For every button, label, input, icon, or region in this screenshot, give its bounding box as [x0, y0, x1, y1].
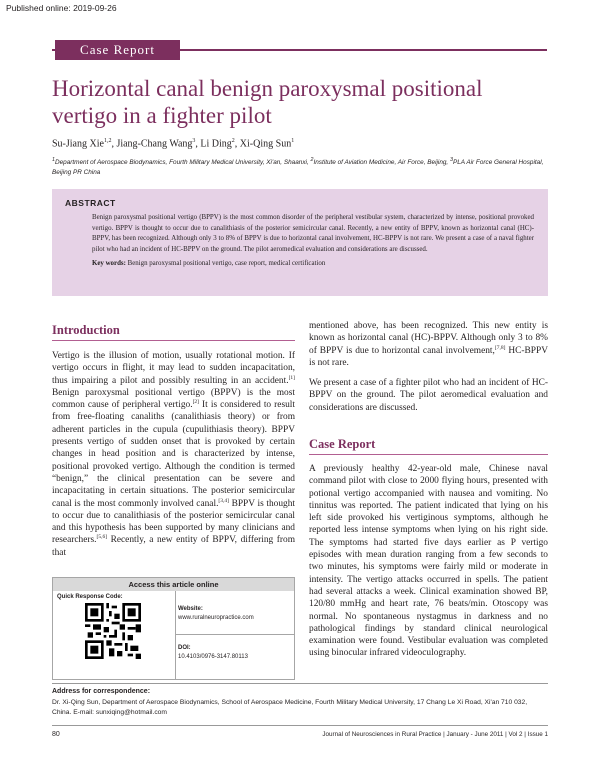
- text-run: HC-BPPV is not rare.: [309, 345, 548, 368]
- citation[interactable]: [2]: [192, 399, 199, 406]
- abstract-heading: ABSTRACT: [65, 198, 116, 208]
- access-heading: Access this article online: [53, 578, 294, 591]
- qr-label: Quick Response Code:: [57, 594, 123, 600]
- page-number: 80: [52, 731, 60, 738]
- affil-sup: 3: [449, 157, 453, 163]
- intro-column: [52, 350, 295, 567]
- doi-label: DOI:: [178, 645, 191, 651]
- author-separator: ,: [195, 138, 201, 150]
- citation[interactable]: [7,8]: [494, 344, 506, 351]
- journal-info: Journal of Neurosciences in Rural Practice | January - June 2011 | Vol 2 | Issue 1: [322, 731, 548, 738]
- affil-sup: 2: [310, 157, 314, 163]
- qr-code-icon[interactable]: [85, 603, 141, 659]
- citation[interactable]: [1]: [288, 374, 295, 381]
- right-column: [309, 320, 548, 422]
- affil-sup: 1: [52, 157, 55, 163]
- correspondence-rule: [52, 683, 548, 684]
- intro-paragraph: [52, 350, 295, 559]
- author-affil-sup: 2: [231, 138, 235, 144]
- section-label: Case Report: [55, 40, 180, 60]
- abstract-text: Benign paroxysmal positional vertigo (BPPV) is the most common disorder of the peripheral vestibular system, characterized by intense, positional provoked vertigo. BPPV is thought to occur due to canalithiasis of the posterior semicircular canal. Recently, a new entity of BPPV, known as horizontal canal (HC)-BPPV, has been recognized. Although only 3 to 8% of BPPV is due to horizontal canal involvement, HC-BPPV is not rare. We present a case of a naval fighter pilot who had an incident of HC-BPPV on the ground. The pilot aeromedical evaluation and considerations are discussed.: [92, 214, 534, 253]
- case-report-heading: Case Report: [309, 437, 376, 451]
- footer-rule: [52, 725, 548, 726]
- paragraph: We present a case of a fighter pilot who had an incident of HC-BPPV on the ground. The pilot aeromedical evaluation and considerations are discussed.: [309, 378, 548, 413]
- text-run: BPPV is thought to occur due to canalithiasis of the posterior semicircular canal and this hypothesis has been supported by many clinicians and researchers.: [52, 498, 295, 546]
- author-separator: ,: [111, 138, 117, 150]
- citation[interactable]: [5,6]: [96, 534, 108, 541]
- doi-link[interactable]: 10.4103/0976-3147.80113: [178, 654, 248, 660]
- affiliations: [52, 155, 552, 178]
- qr-panel: [53, 591, 176, 679]
- case-paragraph: A previously healthy 42-year-old male, Chinese naval command pilot with close to 2000 flying hours, presented with potional vertigo accompanied with nausea and vomiting. No tinnitus was reported. The patient indicated that lying on his left side provoked his vertiginous symptoms, although he reported less intense symptoms when lying on his right side. The symptoms had started five days earlier as P vertigo episodes with mean duration ranging from a few seconds to two minutes, his symptoms were fairly mild or moderate in intensity. The vertigo attacks occurred in spells. The patient had several attacks a week. Clinical examination showed BP, 120/80 mmHg and heart rate, 76 beats/min. Otoscopy was normal. No spontaneous nystagmus in darkness and no pathological findings by standard clinical neurological examination were found. Vestibular evaluation was completed using binocular infrared videoculography.: [309, 464, 548, 659]
- author[interactable]: Jiang-Chang Wang: [116, 138, 193, 150]
- author[interactable]: Su-Jiang Xie: [52, 138, 104, 150]
- author-affil-sup: 1,2: [103, 138, 112, 144]
- author[interactable]: Li Ding: [200, 138, 232, 150]
- paragraph: [309, 320, 548, 369]
- author[interactable]: Xi-Qing Sun: [239, 138, 292, 150]
- text-run: Vertigo is the illusion of motion, usually rotational motion. If vertigo occurs in flight, it may lead to sudden incapacitation, thus impairing a pilot and possibly resulting in an accident.: [52, 351, 295, 386]
- case-heading-rule: [309, 454, 548, 455]
- intro-heading-rule: [52, 340, 295, 341]
- affil-text: Department of Aerospace Biodynamics, Fourth Military Medical University, Xi'an, Shaanxi,: [54, 159, 311, 167]
- published-date: Published online: 2019-09-26: [6, 3, 117, 13]
- author-separator: ,: [234, 138, 240, 150]
- correspondence-heading: Address for correspondence:: [52, 688, 151, 695]
- text-run: It is considered to result from free-floating canaliths (canalithiasis theory) or from adherent particles in the cupula (cupulithiasis theory). BPPV presents vertigo of sudden onset that is provoked by certain changes in head position and is characterized by intense, positional provoked vertigo. Although the condition is termed “benign,” the clinical presentation can be severe and incapacitating in certain situations. The posterior semicircular canal is the most commonly involved canal.: [52, 400, 295, 509]
- author-list: [52, 138, 294, 149]
- text-run: Recently, a new entity of BPPV, differing from that: [52, 535, 295, 558]
- access-box: [52, 577, 295, 680]
- website-link[interactable]: www.ruralneuropractice.com: [178, 615, 254, 621]
- text-run: mentioned above, has been recognized. This new entity is known as horizontal canal (HC)-BPPV. Although only 3 to 8% of BPPV is due to horizontal canal involvement,: [309, 321, 548, 356]
- case-column: [309, 463, 548, 668]
- intro-heading: Introduction: [52, 323, 120, 337]
- citation[interactable]: [3,4]: [218, 497, 229, 504]
- author-affil-sup: 1: [291, 138, 295, 144]
- website-label: Website:: [178, 606, 203, 612]
- keywords: [92, 260, 534, 267]
- keywords-label: Key words:: [92, 260, 126, 268]
- article-title: Horizontal canal benign paroxysmal positional vertigo in a fighter pilot: [52, 76, 483, 128]
- access-divider: [175, 634, 295, 635]
- keywords-text: Benign paroxysmal positional vertigo, case report, medical certification: [127, 260, 326, 268]
- affil-text: Institute of Aviation Medicine, Air Force, Beijing,: [313, 159, 450, 167]
- affil-text: PLA Air Force General Hospital, Beijing PR China: [52, 159, 544, 177]
- correspondence-text: Dr. Xi-Qing Sun, Department of Aerospace Biodynamics, School of Aerospace Medicine, Fourth Military Medical University, 17 Chang Le Xi Road, Xi'an 710 032, China. E-mail: sunxiqing@hotmail.com: [52, 699, 528, 716]
- author-affil-sup: 3: [192, 138, 196, 144]
- abstract-box: [52, 189, 548, 296]
- text-run: Benign paroxysmal positional vertigo (BPPV) is the most common cause of peripheral vertigo.: [52, 387, 295, 411]
